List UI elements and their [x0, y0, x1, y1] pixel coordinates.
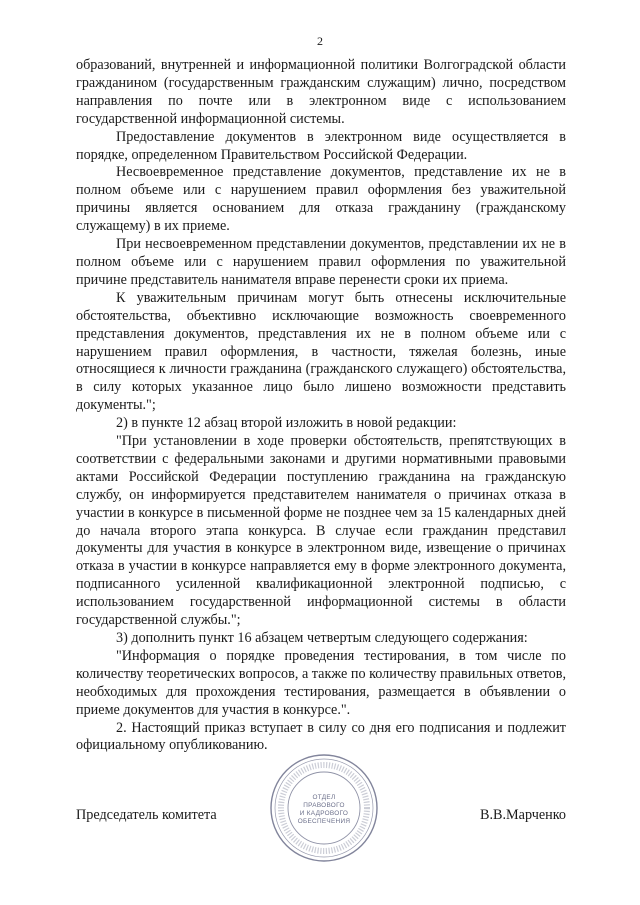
stamp-label: [290, 794, 358, 826]
stamp-line: ОТДЕЛ: [312, 794, 336, 801]
stamp-line: И КАДРОВОГО: [299, 810, 349, 817]
paragraph: 3) дополнить пункт 16 абзацем четвертым следующего содержания:: [116, 630, 528, 646]
paragraph: Предоставление документов в электронном виде осуществляется в порядке, определенном Правительством Российской Федерации.: [76, 128, 566, 163]
paragraph: При несвоевременном представлении документов, представлении их не в полном объеме или с нарушением правил оформления по уважительной причине представитель нанимателя вправе перенести сроки их приема.: [76, 236, 566, 288]
paragraph: Несвоевременное представление документов, представление их не в полном объеме или с нарушением правил оформления без уважительной причины является основанием для отказа гражданину (гражданскому служащему) в их приеме.: [76, 164, 566, 235]
paragraph: "При установлении в ходе проверки обстоятельств, препятствующих в соответствии с федеральными законами и другими нормативными правовыми актами Российской Федерации поступлению гражданина на гражданскую службу, он информируется представителем нанимателя о причинах отказа в участии в конкурсе в письменной форме не позднее чем за 15 календарных дней до начала второго этапа конкурса. В случае если гражданин представил документы для участия в конкурсе в электронном виде, извещение о причинах отказа в участии в конкурсе направляется ему в форме электронного документа, подписанного усиленной квалификационной электронной подписью, с использованием государственной информационной системы в области государственной службы.";: [76, 433, 566, 629]
paragraph: К уважительным причинам могут быть отнесены исключительные обстоятельства, объективно исключающие возможность своевременного представления документов, представления их не в полном объеме или с нарушением правил оформления, в частности, тяжелая болезнь, иные относящиеся к личности гражданина (гражданского служащего) обстоятельства, в силу которых указанное лицо было лишено возможности представить документы.";: [76, 289, 566, 414]
official-stamp: [268, 752, 380, 864]
paragraph: 2. Настоящий приказ вступает в силу со дня его подписания и подлежит официальному опубликованию.: [76, 719, 566, 754]
document-body: [76, 57, 566, 755]
paragraph: образований, внутренней и информационной политики Волгоградской области гражданином (государственным гражданским служащим) лично, посредством направления по почте или в электронном виде с использованием государственной информационной системы.: [76, 57, 566, 127]
paragraph: 2) в пункте 12 абзац второй изложить в новой редакции:: [116, 415, 457, 432]
signer-title: Председатель комитета: [76, 807, 217, 823]
stamp-line: ОБЕСПЕЧЕНИЯ: [297, 818, 351, 825]
stamp-line: ПРАВОВОГО: [303, 802, 345, 809]
paragraph: "Информация о порядке проведения тестирования, в том числе по количеству теоретических вопросов, а также по количеству правильных ответов, необходимых для прохождения тестирования, размещается в объявлении о приеме документов для участия в конкурсе.".: [76, 647, 566, 718]
signer-name: В.В.Марченко: [480, 807, 566, 823]
page-number: 2: [317, 34, 323, 48]
